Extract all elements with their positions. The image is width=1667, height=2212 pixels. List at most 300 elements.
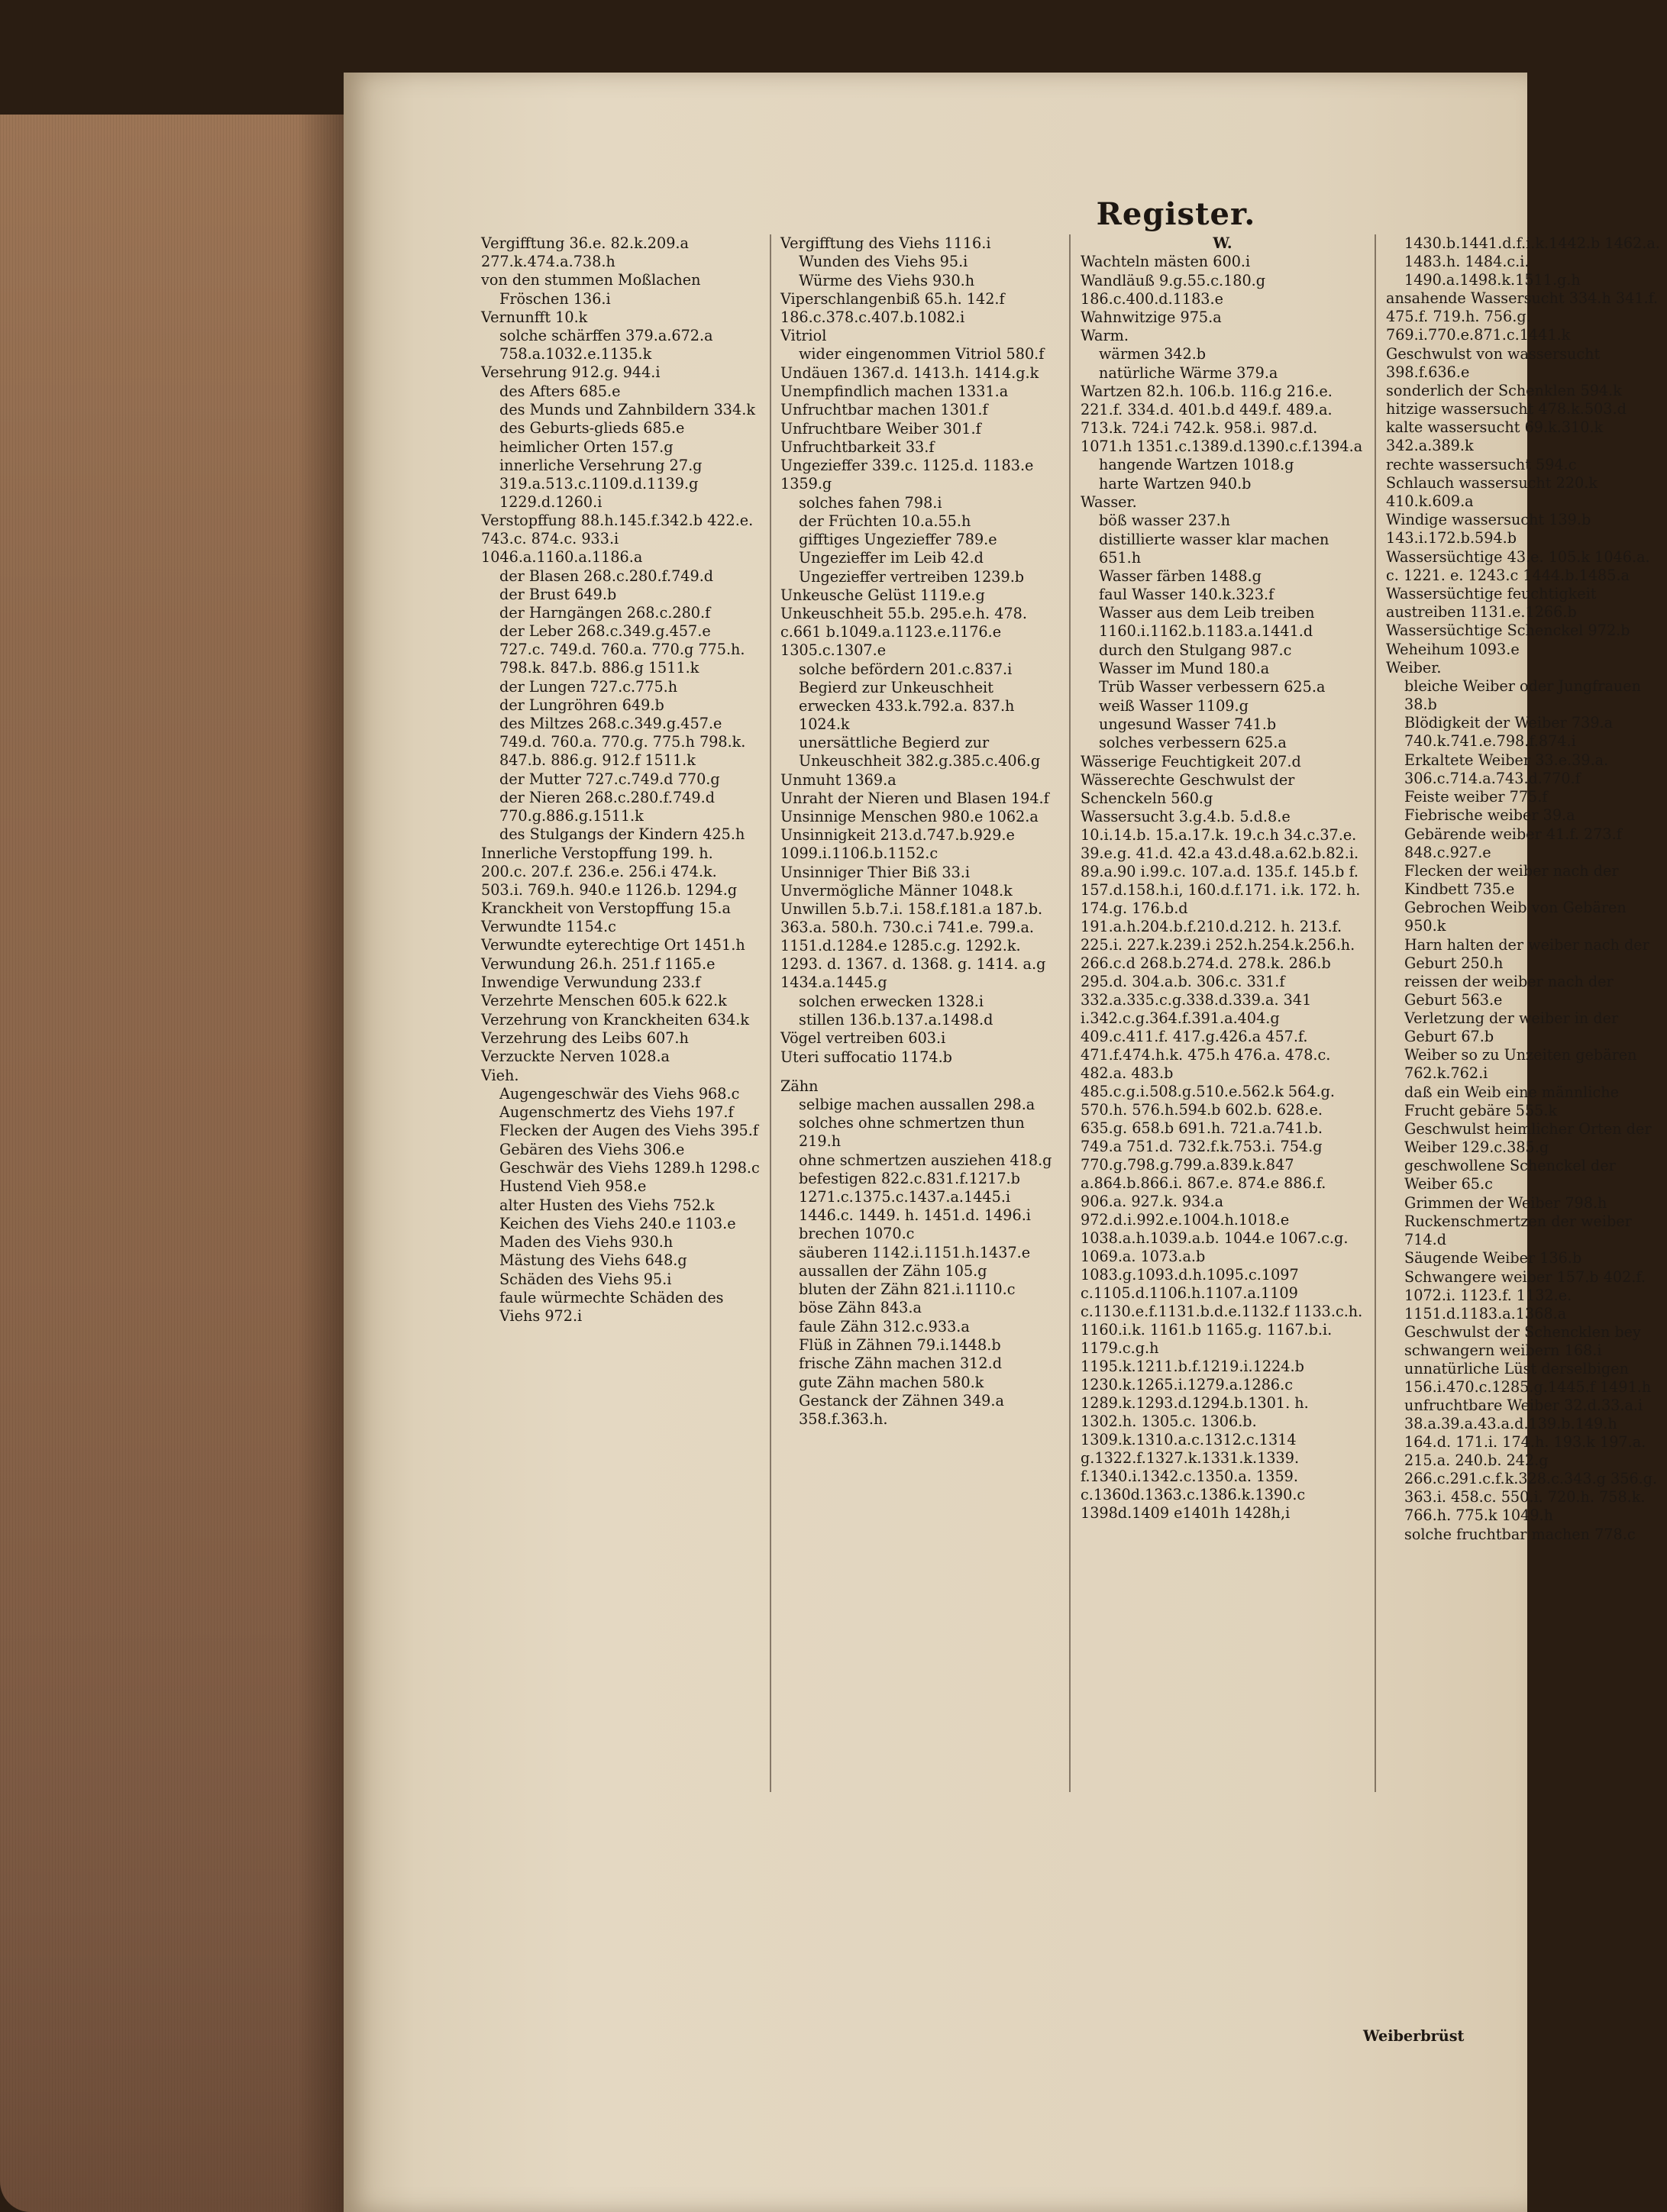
index-term: Unmuht <box>780 770 842 789</box>
index-term: heimlicher Orten <box>499 438 627 456</box>
index-locator: 1289.h 1298.c <box>653 1158 760 1177</box>
index-entry <box>1081 567 1365 586</box>
index-entry <box>1386 1046 1667 1083</box>
index-term: Verzehrte Menschen <box>481 992 635 1010</box>
index-term: aussallen der Zähn <box>799 1261 941 1280</box>
index-locator: 685.e <box>579 382 621 400</box>
index-entry <box>1081 715 1365 734</box>
index-entry <box>1386 289 1667 344</box>
index-locator: 735.e <box>1473 880 1515 898</box>
column-1 <box>481 234 760 1800</box>
index-entry <box>780 383 1059 401</box>
index-term: solchen erwecken <box>799 992 932 1010</box>
index-locator: 775.f <box>1509 788 1548 806</box>
index-entry <box>1081 531 1365 567</box>
index-locator: 727.c.775.h <box>590 677 678 696</box>
index-locator: 9.g.55.c.180.g 186.c.400.d.1183.e <box>1081 271 1266 308</box>
index-entry <box>481 844 760 899</box>
index-term: der Mutter <box>499 770 581 788</box>
index-locator: 334.h 341.f. 475.f. 719.h. 756.g. 769.i.770.e.871.c.1441.k <box>1386 289 1659 344</box>
index-term: Keichen des Viehs <box>499 1214 635 1232</box>
index-entry <box>780 660 1059 679</box>
index-entry <box>1386 1213 1667 1249</box>
index-locator: 580.k <box>942 1373 984 1391</box>
index-entry <box>481 1271 760 1289</box>
index-locator: 972.i <box>544 1307 583 1326</box>
index-locator: 987.c <box>1250 641 1292 659</box>
index-locator: 649.b <box>622 696 664 715</box>
index-term: Unfruchtbar machen <box>780 401 936 419</box>
index-term: frische Zähn machen <box>799 1355 955 1373</box>
index-locator: 395.f <box>720 1122 758 1140</box>
index-term: Hustend Vieh <box>499 1177 601 1196</box>
index-term: Gebärende weiber <box>1404 825 1542 843</box>
index-entry <box>1386 511 1667 547</box>
index-term: Flüß in Zähnen <box>799 1336 913 1355</box>
index-entry <box>1386 751 1667 788</box>
index-term: Maden des Viehs <box>499 1233 626 1251</box>
index-term: bluten der Zähn <box>799 1280 919 1299</box>
index-locator: 88.h.145.f.342.b 422.e. 743.c. 874.c. 933.i 1046.a.1160.a.1186.a <box>481 512 754 567</box>
index-term: Schäden des Viehs <box>499 1270 639 1288</box>
index-term: Vieh. <box>481 1066 519 1084</box>
index-entry <box>481 1289 760 1326</box>
index-locator: 334.k <box>713 401 755 419</box>
index-locator: 197.f <box>695 1103 734 1122</box>
index-term: Ungezieffer <box>780 457 867 475</box>
index-locator: 79.i.1448.b <box>916 1336 1001 1355</box>
index-term: von den stummen Moßlachen <box>481 271 701 289</box>
index-term: W. <box>1213 234 1232 252</box>
index-term: Verzuckte Nerven <box>481 1048 615 1066</box>
index-entry <box>481 1251 760 1270</box>
index-locator: 648.g <box>645 1251 687 1270</box>
index-entry <box>481 715 760 770</box>
index-term: Undäuen <box>780 363 848 382</box>
index-entry <box>780 327 1059 345</box>
index-term: Fröschen <box>499 289 569 308</box>
index-entry <box>481 974 760 992</box>
index-entry <box>780 1374 1059 1392</box>
index-term: Wassersüchtige Schenckel <box>1386 622 1584 640</box>
index-term: faule Zähn <box>799 1317 878 1335</box>
index-entry <box>1081 383 1365 456</box>
index-term: böß wasser <box>1099 512 1184 530</box>
index-locator: 69.k.310.k 342.a.389.k <box>1386 418 1604 455</box>
index-term: Feiste weiber <box>1404 788 1505 806</box>
index-entry <box>1386 1526 1667 1544</box>
index-locator: 1301.f <box>940 401 988 419</box>
index-term: Unfruchtbare Weiber <box>780 419 938 438</box>
index-locator: 157.b 402.f. 1072.i. 1123.f. 1132.e. 1151.d.1183.a.1368.a <box>1404 1267 1646 1322</box>
index-term: Harn halten der weiber nach der Geburt <box>1404 935 1649 972</box>
index-locator: 580.f <box>1006 345 1045 363</box>
index-locator: 339.c. 1125.d. 1183.e 1359.g <box>780 457 1034 493</box>
catchword: Weiberbrüst <box>1363 2027 1465 2045</box>
index-locator: 822.c.831.f.1217.b 1271.c.1375.c.1437.a.1445.i 1446.c. 1449. h. 1451.d. 1496.i <box>799 1169 1031 1224</box>
index-term: Augengeschwär des Viehs <box>499 1084 694 1103</box>
index-term: Geschwulst der Schencklen bey schwangern weibern <box>1404 1322 1641 1359</box>
index-term: Erkaltete Weiber <box>1404 751 1531 769</box>
index-entry <box>780 734 1059 770</box>
index-locator: 65.c <box>1461 1175 1493 1193</box>
index-entry <box>780 1280 1059 1299</box>
index-entry <box>481 438 760 457</box>
index-locator: 1093.e <box>1468 640 1520 658</box>
index-entry <box>1386 641 1667 659</box>
index-term: stillen <box>799 1010 845 1028</box>
index-entry <box>1081 493 1365 512</box>
index-term: rechte wassersucht <box>1386 455 1531 473</box>
index-locator: 649.b <box>574 585 617 603</box>
index-term: sonderlich der Schenklen <box>1386 381 1576 399</box>
index-term: Unraht der Nieren und Blasen <box>780 789 1006 807</box>
index-term: wider eingenommen Vitriol <box>799 345 1002 363</box>
index-locator: 843.a <box>880 1299 922 1317</box>
index-term: der Lungen <box>499 677 586 696</box>
index-term: unnatürliche Lüst derselbigen <box>1404 1360 1629 1378</box>
index-term: bleiche Weiber oder Jungfrauen <box>1404 677 1641 696</box>
index-term: reissen der weiber nach der Geburt <box>1404 972 1614 1009</box>
index-term: Schlauch wassersucht <box>1386 474 1552 492</box>
index-term: innerliche Versehrung <box>499 456 665 474</box>
index-term: hangende Wartzen <box>1099 456 1239 474</box>
index-term: Wässerechte Geschwulst der Schenckeln <box>1081 770 1295 807</box>
index-entry <box>1386 548 1667 585</box>
index-locator: 1451.h <box>693 936 745 954</box>
index-entry <box>780 586 1059 605</box>
index-term: Vögel vertreiben <box>780 1029 904 1048</box>
index-entry <box>780 771 1059 790</box>
index-term: Wandläuß <box>1081 271 1155 289</box>
index-entry <box>481 363 760 382</box>
index-term: Unkeuschheit <box>780 605 884 623</box>
index-locator: 43.e. 105.k 1046.a. c. 1221. e. 1243.c 1444.b.1485.a <box>1386 547 1650 584</box>
index-entry <box>481 622 760 677</box>
index-entry <box>780 531 1059 549</box>
index-entry <box>1386 936 1667 973</box>
index-entry <box>1386 1157 1667 1193</box>
index-locator: 1048.k <box>961 882 1013 900</box>
index-locator: 1369.a <box>845 770 896 789</box>
index-locator: 250.h <box>1461 954 1504 972</box>
index-page <box>344 73 1660 2212</box>
index-locator: 349.a 358.f.363.h. <box>799 1391 1004 1428</box>
index-locator: 980.e 1062.a <box>942 808 1039 826</box>
index-locator: 67.b <box>1461 1028 1494 1046</box>
index-locator: 1109.g <box>1197 696 1249 715</box>
index-locator: 975.a <box>1180 308 1222 326</box>
index-term: Vergifftung des Viehs <box>780 234 940 252</box>
index-term: der Blasen <box>499 567 580 585</box>
index-locator: 240.e 1103.e <box>639 1214 736 1232</box>
index-locator: 26.h. 251.f 1165.e <box>580 954 716 973</box>
index-entry <box>481 789 760 825</box>
index-locator: 312.c.933.a <box>883 1317 970 1335</box>
index-term: kalte wassersucht <box>1386 418 1520 437</box>
index-locator: 1174.b <box>900 1048 952 1066</box>
index-entry <box>1386 1397 1667 1525</box>
index-term: des Geburts-glieds <box>499 419 639 438</box>
index-locator: 1367.d. 1413.h. 1414.g.k <box>852 363 1039 382</box>
index-locator: 1430.b.1441.d.f.i.k.1442.b 1462.a. 1483.h. 1484.c.i. 1490.a.1498.k.1511.g.h <box>1404 234 1660 289</box>
index-term: faul Wasser <box>1099 586 1185 604</box>
index-term: des Stulgangs der Kindern <box>499 825 699 844</box>
index-term: des Munds und Zahnbildern <box>499 401 709 419</box>
book-edge <box>0 115 344 2212</box>
index-locator: 201.c.837.i <box>929 660 1013 678</box>
index-term: Fiebrische weiber <box>1404 806 1539 825</box>
index-locator: 1018.g <box>1242 456 1294 474</box>
index-locator: 237.h <box>1187 512 1231 530</box>
index-locator: 168.i <box>1564 1341 1602 1359</box>
index-locator: 950.k <box>1404 917 1446 935</box>
column-rule-1 <box>770 234 771 1792</box>
index-entry <box>1386 973 1667 1009</box>
index-term: Unsinnigkeit <box>780 826 876 844</box>
index-term: Geschwulst heimlicher Orten der Weiber <box>1404 1120 1652 1157</box>
index-entry <box>1386 1323 1667 1360</box>
index-term: weiß Wasser <box>1099 696 1193 715</box>
index-entry <box>780 438 1059 457</box>
index-term: unersättliche Begierd zur Unkeuschheit <box>799 734 990 770</box>
index-locator: 268.c.349.g.457.e 749.d. 760.a. 770.g. 775.h 798.k. 847.b. 886.g. 912.f 1511.k <box>499 715 746 770</box>
index-locator: 10.a.55.h <box>901 512 971 530</box>
index-entry <box>780 457 1059 493</box>
index-locator: 1160.i.1162.b.1183.a.1441.d <box>1099 622 1313 641</box>
index-term: Unsinniger Thier Biß <box>780 863 938 881</box>
index-locator: 1131.e.1266.b <box>1470 602 1577 621</box>
index-locator: 129.c.385.g <box>1461 1138 1549 1157</box>
index-entry <box>780 1029 1059 1048</box>
index-locator: 594.c <box>1536 455 1577 473</box>
index-entry <box>1386 788 1667 806</box>
index-locator: 207.d <box>1258 752 1301 770</box>
index-entry <box>481 696 760 715</box>
index-locator: 433.k.792.a. 837.h 1024.k <box>799 696 1015 733</box>
index-entry <box>780 1299 1059 1317</box>
index-locator: 958.e <box>605 1177 647 1196</box>
index-locator: 762.k.762.i <box>1404 1064 1488 1083</box>
index-locator: 298.a <box>993 1096 1035 1114</box>
index-entry <box>1081 272 1365 308</box>
index-locator: 1331.a <box>957 383 1009 401</box>
index-term: Uteri suffocatio <box>780 1048 896 1066</box>
index-locator: 1070.c <box>864 1225 915 1243</box>
index-entry <box>1386 1083 1667 1120</box>
index-locator: 798.i <box>904 493 942 512</box>
index-term: Gebrochen Weib von Gebären <box>1404 899 1627 917</box>
index-term: befestigen <box>799 1169 877 1187</box>
index-locator: 714.d <box>1404 1230 1447 1248</box>
index-term: solches fahen <box>799 493 900 512</box>
index-entry <box>780 1355 1059 1373</box>
index-entry <box>481 1177 760 1196</box>
index-entry <box>1386 1194 1667 1213</box>
index-locator: 1116.i <box>944 234 991 252</box>
index-term: Weiber so zu Unzeiten gebären <box>1404 1046 1637 1064</box>
index-locator: 968.c <box>698 1084 740 1103</box>
index-locator: 199. h. 200.c. 207.f. 236.e. 256.i 474.k. 503.i. 769.h. 940.e 1126.b. 1294.g <box>481 844 738 899</box>
index-locator: 95.i <box>643 1270 672 1288</box>
index-locator: 268.c.280.f <box>626 604 711 622</box>
index-term: Windige wassersucht <box>1386 511 1545 529</box>
index-entry <box>1081 641 1365 660</box>
index-term: der Leber <box>499 622 573 641</box>
index-locator: 418.g <box>1010 1151 1052 1169</box>
index-entry <box>780 253 1059 271</box>
index-locator: 105.g <box>945 1261 987 1280</box>
index-locator: 306.e <box>643 1140 685 1158</box>
index-entry <box>481 271 760 289</box>
index-term: alter Husten des Viehs <box>499 1196 669 1214</box>
index-entry <box>1081 586 1365 604</box>
column-rule-3 <box>1375 234 1376 1792</box>
index-term: gifftiges Ungezieffer <box>799 531 951 549</box>
index-term: Wartzen <box>1081 383 1142 401</box>
index-term: Wassersüchtige feuchtigkeit austreiben <box>1386 584 1597 621</box>
index-term: böse Zähn <box>799 1299 876 1317</box>
index-term: Kranckheit von Verstopffung <box>481 899 694 917</box>
index-term: Wahnwitzige <box>1081 308 1176 326</box>
index-term: Trüb Wasser verbessern <box>1099 678 1280 696</box>
index-entry <box>1081 808 1365 1523</box>
index-entry <box>481 955 760 974</box>
index-term: faule würmechte Schäden des Viehs <box>499 1289 724 1326</box>
index-entry <box>481 1067 760 1085</box>
index-entry <box>481 1215 760 1233</box>
index-locator: 634.k <box>707 1010 749 1028</box>
index-locator: 1154.c <box>566 918 616 936</box>
index-term: der Harngängen <box>499 604 622 622</box>
index-locator: 33.i <box>942 863 971 881</box>
index-entry <box>1386 659 1667 677</box>
index-locator: 1142.i.1151.h.1437.e <box>872 1243 1031 1261</box>
index-term: Wasser aus dem Leib treiben <box>1099 604 1315 622</box>
index-term: des Afters <box>499 382 575 400</box>
index-locator: 1488.g <box>1210 567 1262 585</box>
index-locator: 27.g 319.a.513.c.1109.d.1139.g 1229.d.1260.i <box>499 456 703 511</box>
index-entry <box>481 308 760 327</box>
index-entry <box>1081 345 1365 363</box>
index-term: Geschwär des Viehs <box>499 1158 649 1177</box>
index-locator: 342.b <box>1164 345 1207 363</box>
index-entry <box>780 900 1059 992</box>
index-term: hitzige wassersucht <box>1386 400 1534 418</box>
index-term: Mästung des Viehs <box>499 1251 641 1270</box>
index-entry <box>780 272 1059 290</box>
index-term: Augenschmertz des Viehs <box>499 1103 691 1122</box>
index-locator: 594.k <box>1580 381 1622 399</box>
index-term: der Nieren <box>499 788 581 806</box>
column-rule-2 <box>1069 234 1071 1792</box>
index-term: Ungezieffer im Leib <box>799 549 946 567</box>
index-entry <box>1386 677 1667 714</box>
index-locator: 560.g <box>1171 789 1213 807</box>
index-term: Blödigkeit der Weiber <box>1404 714 1567 732</box>
index-term: Verwundung <box>481 954 576 973</box>
index-term: Wasser im Mund <box>1099 660 1223 678</box>
index-locator: 41.f. 273.f 848.c.927.e <box>1404 825 1622 861</box>
index-term: Viperschlangenbiß <box>780 289 920 308</box>
index-locator: 625.a <box>1284 678 1326 696</box>
index-entry <box>481 290 760 308</box>
index-entry <box>780 234 1059 253</box>
index-entry <box>481 567 760 586</box>
index-term: Wasser. <box>1081 492 1137 511</box>
index-entry <box>1386 825 1667 862</box>
index-entry <box>780 808 1059 826</box>
index-entry <box>481 1029 760 1048</box>
index-entry <box>481 1048 760 1066</box>
index-locator: 33.f <box>905 438 935 456</box>
index-entry <box>780 605 1059 660</box>
index-locator: 1239.b <box>972 567 1025 586</box>
index-entry <box>1386 714 1667 751</box>
index-term: Schwangere weiber <box>1404 1267 1552 1286</box>
index-term: der Brust <box>499 585 570 603</box>
index-entry <box>780 420 1059 438</box>
index-entry <box>1386 345 1667 382</box>
index-entry <box>481 383 760 401</box>
index-entry <box>780 1244 1059 1262</box>
index-locator: 268.c.280.f.749.d <box>583 567 714 585</box>
index-entry <box>780 1392 1059 1429</box>
index-term: Verzehrung von Kranckheiten <box>481 1010 703 1028</box>
index-term: Unkeusche Gelüst <box>780 586 916 605</box>
index-term: Innerliche Verstopffung <box>481 844 657 862</box>
index-locator: 140.k.323.f <box>1189 586 1274 604</box>
index-locator: 156.i.470.c.1285.g.1445.f 1491.h <box>1404 1378 1652 1397</box>
index-entry <box>1386 899 1667 935</box>
index-locator: 685.e <box>643 419 685 438</box>
index-locator: 789.e <box>955 531 997 549</box>
index-term: Weiber. <box>1386 658 1442 677</box>
index-term: des Miltzes <box>499 715 584 733</box>
index-locator: 972.b <box>1588 622 1630 640</box>
index-entry <box>1386 862 1667 899</box>
index-locator: 778.c <box>1594 1525 1636 1543</box>
index-locator: 33.e.39.a. 306.c.714.a.743.d.770.f <box>1404 751 1609 787</box>
index-entry <box>1081 456 1365 474</box>
index-entry <box>780 494 1059 512</box>
index-locator: 220.k 410.k.609.a <box>1386 474 1598 511</box>
index-term: solche befördern <box>799 660 925 678</box>
index-locator: 233.f <box>662 974 701 992</box>
index-term: Verwundte <box>481 918 562 936</box>
index-locator: 741.b <box>1234 715 1277 733</box>
index-entry <box>481 512 760 567</box>
index-term: Inwendige Verwundung <box>481 974 658 992</box>
column-2 <box>780 234 1059 1800</box>
index-term: Vitriol <box>780 327 827 345</box>
index-term: harte Wartzen <box>1099 474 1205 492</box>
index-term: Weheihum <box>1386 640 1465 658</box>
index-locator: 15.a <box>698 899 731 917</box>
index-term: ungesund Wasser <box>1099 715 1230 733</box>
index-entry <box>481 1233 760 1251</box>
index-entry <box>1386 585 1667 622</box>
index-term: solches verbessern <box>1099 734 1241 752</box>
index-entry <box>481 678 760 696</box>
column-3 <box>1081 234 1365 1800</box>
index-term: Säugende Weiber <box>1404 1249 1536 1267</box>
index-entry <box>1386 806 1667 825</box>
index-locator: 180.a <box>1228 660 1270 678</box>
index-entry <box>481 604 760 622</box>
index-term: Ungezieffer vertreiben <box>799 567 968 586</box>
index-term: Warm. <box>1081 327 1129 345</box>
